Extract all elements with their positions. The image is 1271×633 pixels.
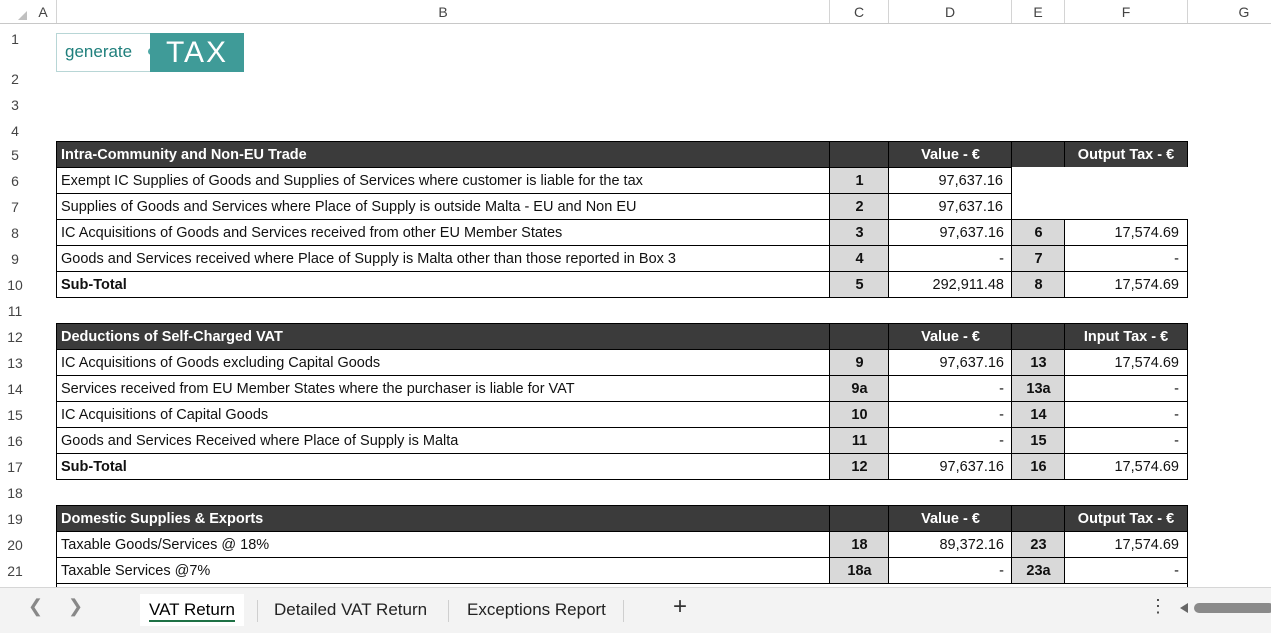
row-header[interactable]: 16 (7, 433, 23, 449)
scroll-left-icon[interactable] (1180, 603, 1188, 613)
section2-value-header[interactable]: Value - € (888, 323, 1012, 349)
section1-row-tax[interactable]: 17,574.69 (1064, 219, 1188, 245)
scrollbar-thumb[interactable] (1194, 603, 1271, 613)
tab-divider (448, 600, 449, 622)
section1-subtotal-label[interactable]: Sub-Total (56, 271, 830, 298)
section1-row-tax[interactable]: - (1064, 245, 1188, 271)
section1-title[interactable]: Intra-Community and Non-EU Trade (56, 141, 830, 167)
section1-row-box[interactable]: 4 (829, 245, 889, 271)
column-header-bar (0, 0, 1271, 24)
section2-row-label[interactable]: Goods and Services Received where Place of Supply is Malta (56, 427, 830, 453)
section2-row-label[interactable]: IC Acquisitions of Goods excluding Capital Goods (56, 349, 830, 375)
section2-subtotal-tax-box[interactable]: 16 (1011, 453, 1065, 480)
add-sheet-button[interactable]: + (673, 593, 688, 620)
column-header-b[interactable]: B (57, 0, 830, 23)
row-header[interactable]: 6 (11, 173, 19, 189)
section3-row-tax[interactable]: - (1064, 557, 1188, 583)
section2-row-box[interactable]: 9a (829, 375, 889, 401)
tab-divider (257, 600, 258, 622)
row-header[interactable]: 2 (11, 71, 19, 87)
section3-row-value[interactable]: 89,372.16 (888, 531, 1012, 557)
section3-row-box[interactable]: 18a (829, 557, 889, 583)
section2-row-value[interactable]: - (888, 427, 1012, 453)
section2-title[interactable]: Deductions of Self-Charged VAT (56, 323, 830, 349)
tab-detailed-vat-return-label: Detailed VAT Return (274, 600, 428, 619)
row-header[interactable]: 4 (11, 123, 19, 139)
row-header[interactable]: 18 (7, 485, 23, 501)
section1-subtotal-tax-box[interactable]: 8 (1011, 271, 1065, 298)
section2-row-box[interactable]: 10 (829, 401, 889, 427)
tab-vat-return[interactable] (140, 594, 244, 626)
section3-value-header[interactable]: Value - € (888, 505, 1012, 531)
section3-tax-box-header[interactable] (1011, 505, 1065, 531)
section3-tax-header[interactable]: Output Tax - € (1064, 505, 1188, 531)
section3-row-tax[interactable]: 17,574.69 (1064, 531, 1188, 557)
tab-exceptions-report-label: Exceptions Report (467, 600, 606, 619)
horizontal-scrollbar[interactable] (1180, 602, 1271, 614)
row-header[interactable]: 11 (7, 303, 23, 319)
row-header[interactable]: 15 (7, 407, 23, 423)
row-header[interactable]: 9 (11, 251, 19, 267)
section3-row-box[interactable]: 18 (829, 531, 889, 557)
section1-row-value[interactable]: 97,637.16 (888, 193, 1012, 219)
section2-row-tax[interactable]: 17,574.69 (1064, 349, 1188, 375)
section2-row-label[interactable]: Services received from EU Member States where the purchaser is liable for VAT (56, 375, 830, 401)
section1-row-label[interactable]: Supplies of Goods and Services where Place of Supply is outside Malta - EU and Non EU (56, 193, 830, 219)
section3-row-tax-box[interactable]: 23a (1011, 557, 1065, 583)
row-header[interactable]: 13 (7, 355, 23, 371)
section1-subtotal-tax[interactable]: 17,574.69 (1064, 271, 1188, 298)
section2-row-tax[interactable]: - (1064, 427, 1188, 453)
row-header[interactable]: 21 (7, 563, 23, 579)
active-tab-underline (149, 620, 235, 622)
section1-header-box[interactable] (829, 141, 889, 167)
section2-row-tax[interactable]: - (1064, 401, 1188, 427)
sheet-tab-bar (0, 587, 1271, 633)
row-header[interactable]: 7 (11, 199, 19, 215)
row-header[interactable]: 20 (7, 537, 23, 553)
row-header[interactable]: 10 (7, 277, 23, 293)
column-header-c[interactable]: C (830, 0, 889, 23)
section2-row-value[interactable]: - (888, 375, 1012, 401)
section2-subtotal-label[interactable]: Sub-Total (56, 453, 830, 480)
column-header-g[interactable]: G (1188, 0, 1271, 23)
section2-row-label[interactable]: IC Acquisitions of Capital Goods (56, 401, 830, 427)
section1-subtotal-box[interactable]: 5 (829, 271, 889, 298)
section1-row-value[interactable]: 97,637.16 (888, 167, 1012, 193)
section2-row-tax-box[interactable]: 15 (1011, 427, 1065, 453)
row-header[interactable]: 17 (7, 459, 23, 475)
section1-row-value[interactable]: 97,637.16 (888, 219, 1012, 245)
column-header-a[interactable]: A (30, 0, 57, 23)
row-header[interactable]: 3 (11, 97, 19, 113)
section3-header-box[interactable] (829, 505, 889, 531)
row-header[interactable]: 19 (7, 511, 23, 527)
tab-detailed-vat-return[interactable] (274, 594, 427, 626)
row-header[interactable]: 8 (11, 225, 19, 241)
logo-generate-text: generate (65, 42, 133, 61)
column-header-d[interactable]: D (889, 0, 1012, 23)
section1-tax-box-header[interactable] (1011, 141, 1065, 167)
chevron-right-icon[interactable]: ❯ (68, 596, 84, 616)
section1-row-tax-box[interactable]: 6 (1011, 219, 1065, 245)
section2-subtotal-value[interactable]: 97,637.16 (888, 453, 1012, 480)
section2-row-box[interactable]: 9 (829, 349, 889, 375)
more-vertical-icon[interactable]: ⋮ (1149, 596, 1167, 616)
section1-row-box[interactable]: 2 (829, 193, 889, 219)
section2-header-box[interactable] (829, 323, 889, 349)
section1-row-label[interactable]: Goods and Services received where Place of Supply is Malta other than those reported in Box 3 (56, 245, 830, 271)
section2-tax-header[interactable]: Input Tax - € (1064, 323, 1188, 349)
section2-row-value[interactable]: 97,637.16 (888, 349, 1012, 375)
section2-tax-box-header[interactable] (1011, 323, 1065, 349)
section1-row-box[interactable]: 3 (829, 219, 889, 245)
section1-tax-header[interactable]: Output Tax - € (1064, 141, 1188, 167)
section2-subtotal-tax[interactable]: 17,574.69 (1064, 453, 1188, 480)
section3-row-label[interactable]: Taxable Services @7% (56, 557, 830, 583)
section2-subtotal-box[interactable]: 12 (829, 453, 889, 480)
section2-row-tax[interactable]: - (1064, 375, 1188, 401)
section2-row-value[interactable]: - (888, 401, 1012, 427)
section1-subtotal-value[interactable]: 292,911.48 (888, 271, 1012, 298)
tab-exceptions-report[interactable] (467, 594, 606, 626)
section2-row-box[interactable]: 11 (829, 427, 889, 453)
section1-row-value[interactable]: - (888, 245, 1012, 271)
tab-divider (623, 600, 624, 622)
row-header[interactable]: 12 (7, 329, 23, 345)
section1-row-label[interactable]: Exempt IC Supplies of Goods and Supplies of Services where customer is liable for the tax (56, 167, 830, 193)
column-header-e[interactable]: E (1012, 0, 1065, 23)
select-all-corner[interactable] (0, 0, 30, 23)
section1-row-label[interactable]: IC Acquisitions of Goods and Services received from other EU Member States (56, 219, 830, 245)
row-header-bar (0, 23, 30, 587)
section2-row-tax-box[interactable]: 13a (1011, 375, 1065, 401)
column-header-f[interactable]: F (1065, 0, 1188, 23)
tab-vat-return-label: VAT Return (149, 600, 235, 619)
section3-row-value[interactable]: - (888, 557, 1012, 583)
section3-title[interactable]: Domestic Supplies & Exports (56, 505, 830, 531)
section3-row-tax-box[interactable]: 23 (1011, 531, 1065, 557)
section2-row-tax-box[interactable]: 13 (1011, 349, 1065, 375)
row-header[interactable]: 5 (11, 147, 19, 163)
chevron-left-icon[interactable]: ❮ (28, 596, 44, 616)
section1-row-box[interactable]: 1 (829, 167, 889, 193)
section1-row-tax-box[interactable]: 7 (1011, 245, 1065, 271)
section1-value-header[interactable]: Value - € (888, 141, 1012, 167)
logo-tax-text: TAX (150, 33, 244, 72)
row-header[interactable]: 1 (11, 31, 19, 47)
section3-row-label[interactable]: Taxable Goods/Services @ 18% (56, 531, 830, 557)
generate-tax-logo (56, 33, 244, 72)
section2-row-tax-box[interactable]: 14 (1011, 401, 1065, 427)
row-header[interactable]: 14 (7, 381, 23, 397)
